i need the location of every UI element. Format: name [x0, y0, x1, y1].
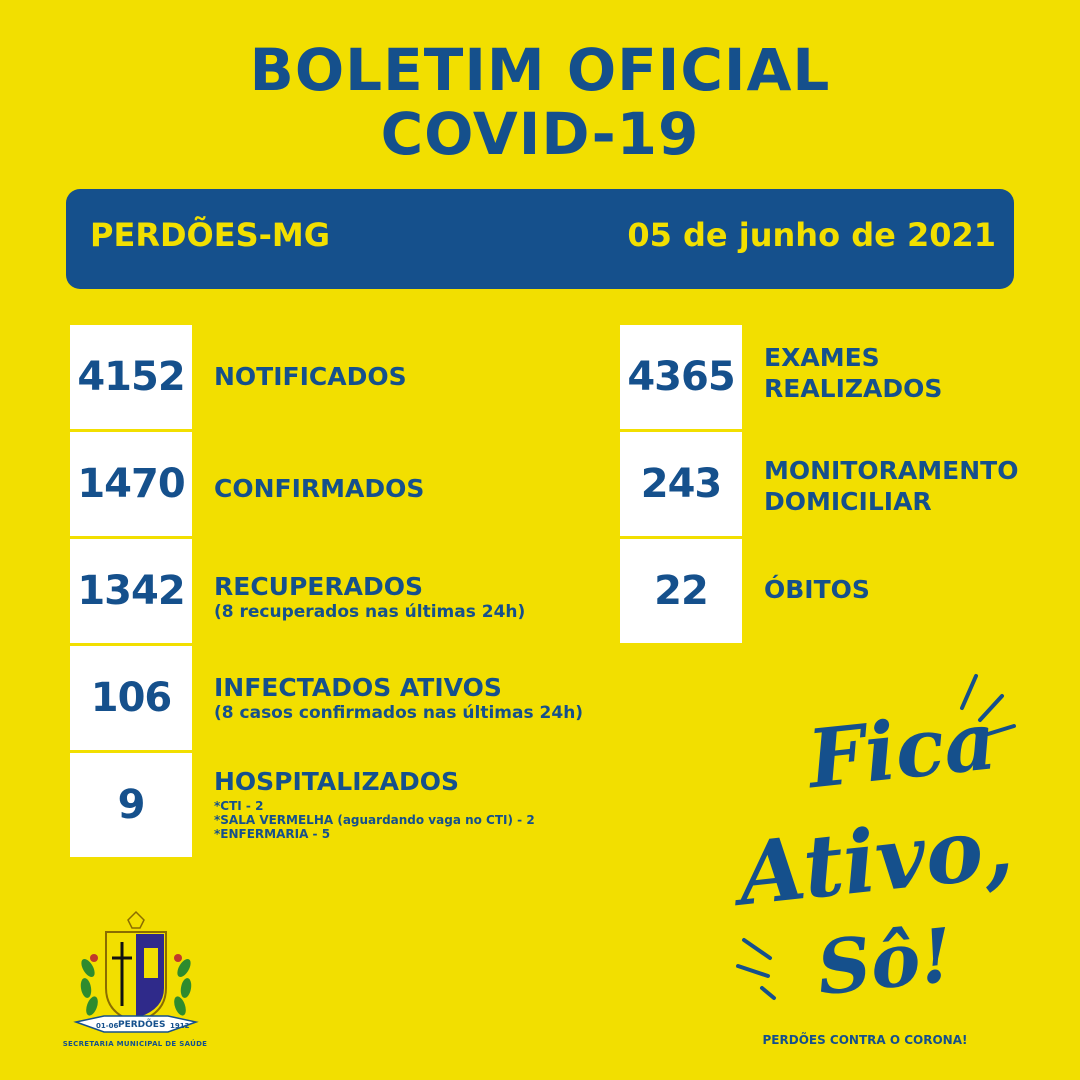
hospitalizados-cti: *CTI - 2 — [214, 799, 264, 813]
date-label: 05 de junho de 2021 — [627, 216, 996, 254]
exames-label-line-1: EXAMES — [764, 343, 880, 372]
title-line-2: COVID-19 — [380, 100, 700, 168]
location-date-banner — [66, 189, 1014, 289]
obitos-value: 22 — [620, 539, 742, 643]
ribbon-right-text: 1912 — [170, 1022, 190, 1030]
city-label: PERDÕES-MG — [90, 216, 331, 254]
confirmados-label: CONFIRMADOS — [214, 474, 425, 503]
exames-realizados-label — [764, 342, 942, 404]
hospitalizados-enfermaria: *ENFERMARIA - 5 — [214, 827, 331, 841]
recuperados-block — [214, 571, 525, 622]
confirmados-value: 1470 — [70, 432, 192, 536]
slogan-line-1: Fica — [803, 693, 1001, 807]
hospitalizados-label: HOSPITALIZADOS — [214, 767, 459, 796]
crown-icon — [128, 912, 144, 928]
hospitalizados-sala-vermelha: *SALA VERMELHA (aguardando vaga no CTI) - 2 — [214, 813, 535, 827]
recuperados-note: (8 recuperados nas últimas 24h) — [214, 602, 526, 622]
obitos-label: ÓBITOS — [764, 575, 870, 604]
ribbon-center-text: PERDÕES — [118, 1020, 166, 1030]
flower-right-icon — [174, 954, 182, 962]
flower-left-icon — [90, 954, 98, 962]
hospitalizados-block — [214, 766, 535, 841]
title-line-1: BOLETIM OFICIAL — [249, 36, 831, 104]
slogan-footer: PERDÕES CONTRA O CORONA! — [762, 1033, 968, 1047]
crest-footer: SECRETARIA MUNICIPAL DE SAÚDE — [62, 1040, 208, 1048]
fica-ativo-so-slogan — [730, 670, 1030, 1030]
exames-realizados-value: 4365 — [620, 325, 742, 429]
tower-icon — [144, 948, 158, 978]
recuperados-value: 1342 — [70, 539, 192, 643]
infectados-ativos-value: 106 — [70, 646, 192, 750]
infectados-ativos-note: (8 casos confirmados nas últimas 24h) — [214, 703, 584, 723]
infectados-ativos-label: INFECTADOS ATIVOS — [214, 673, 502, 702]
slogan-line-3: Sô! — [813, 912, 957, 1013]
monitoramento-label-line-2: DOMICILIAR — [764, 487, 932, 516]
recuperados-label: RECUPERADOS — [214, 572, 423, 601]
monitoramento-domiciliar-label — [764, 455, 1018, 517]
bulletin-title — [0, 38, 1080, 166]
infectados-ativos-block — [214, 672, 583, 723]
exames-label-line-2: REALIZADOS — [764, 374, 943, 403]
notificados-label: NOTIFICADOS — [214, 362, 407, 391]
monitoramento-domiciliar-value: 243 — [620, 432, 742, 536]
notificados-value: 4152 — [70, 325, 192, 429]
monitoramento-label-line-1: MONITORAMENTO — [764, 456, 1019, 485]
slogan-line-2: Ativo, — [733, 796, 1018, 926]
hospitalizados-value: 9 — [70, 753, 192, 857]
municipal-crest-logo — [66, 910, 206, 1040]
ribbon-left-text: 01-06 — [96, 1022, 119, 1030]
